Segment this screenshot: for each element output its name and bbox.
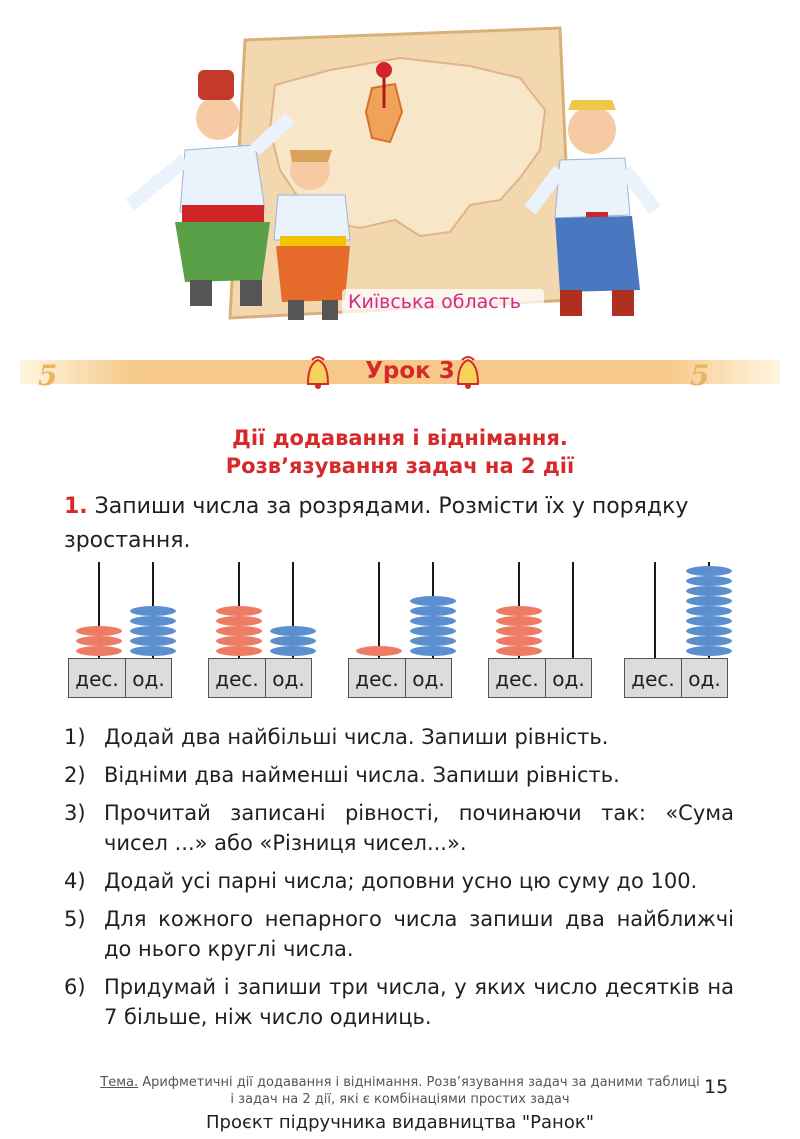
- step-item: [64, 972, 734, 1032]
- step-number: 2): [64, 763, 86, 787]
- ones-bead: [270, 646, 316, 656]
- tens-label: дес.: [68, 658, 126, 698]
- ones-label: од.: [545, 658, 592, 698]
- tens-label: дес.: [348, 658, 406, 698]
- task-text: Запиши числа за розрядами. Розмісти їх у порядку зростання.: [64, 494, 689, 553]
- ones-bead: [686, 626, 732, 636]
- ones-bead: [410, 636, 456, 646]
- task-steps: [64, 722, 734, 1040]
- tens-bead: [216, 646, 262, 656]
- ones-bead: [410, 606, 456, 616]
- ones-bead: [130, 646, 176, 656]
- task-1: [64, 490, 734, 558]
- ones-bead: [270, 636, 316, 646]
- decor-digits-left: 5: [38, 359, 58, 392]
- step-text: Додай усі парні числа; доповни усно цю суму до 100.: [104, 869, 698, 893]
- project-line: Проєкт підручника видавництва "Ранок": [205, 1112, 594, 1133]
- step-item: [64, 760, 734, 790]
- ones-bead: [686, 566, 732, 576]
- tens-label: дес.: [624, 658, 682, 698]
- ones-bead: [686, 586, 732, 596]
- abacus: [488, 562, 592, 702]
- heading-line-1: Дії додавання і віднімання.: [232, 426, 568, 450]
- step-item: [64, 722, 734, 752]
- step-number: 6): [64, 975, 86, 999]
- ones-bead: [686, 576, 732, 586]
- lesson-heading: [90, 424, 710, 480]
- ones-label: од.: [681, 658, 728, 698]
- ones-bead: [410, 616, 456, 626]
- ones-bead: [130, 606, 176, 616]
- header-illustration: [0, 0, 800, 340]
- decor-digits-right: 5: [690, 359, 710, 392]
- task-number: 1.: [64, 494, 88, 519]
- abacus: [348, 562, 452, 702]
- tens-bead: [76, 626, 122, 636]
- tens-bead: [496, 646, 542, 656]
- tens-bead: [76, 646, 122, 656]
- ones-bead: [270, 626, 316, 636]
- ones-bead: [686, 596, 732, 606]
- lesson-title: Урок 3: [365, 358, 455, 384]
- topic-text: Арифметичні дії додавання і віднімання. Розв’язування задач за даними таблиці і задач на 2 дії, які є комбінаціями простих задач: [142, 1075, 700, 1107]
- tens-bead: [496, 616, 542, 626]
- ones-bead: [686, 646, 732, 656]
- abacus: [208, 562, 312, 702]
- tens-bead: [216, 636, 262, 646]
- tens-bead: [356, 646, 402, 656]
- topic-label: Тема.: [100, 1075, 139, 1090]
- abacus: [624, 562, 728, 702]
- tens-bead: [76, 636, 122, 646]
- tens-rod: [378, 562, 380, 658]
- ones-bead: [130, 626, 176, 636]
- tens-bead: [216, 626, 262, 636]
- tens-rod: [654, 562, 656, 658]
- step-text: Для кожного непарного числа запиши два найближчі до нього круглі числа.: [104, 907, 734, 961]
- abacus-row: [64, 562, 744, 702]
- page-number: 15: [704, 1076, 729, 1098]
- step-item: [64, 798, 734, 858]
- ones-bead: [130, 616, 176, 626]
- step-text: Прочитай записані рівності, починаючи так: «Сума чисел ...» або «Різниця чисел...».: [104, 801, 734, 855]
- step-number: 5): [64, 907, 86, 931]
- tens-bead: [496, 626, 542, 636]
- step-number: 1): [64, 725, 86, 749]
- region-label: Київська область: [342, 289, 544, 315]
- ones-bead: [130, 636, 176, 646]
- step-item: [64, 904, 734, 964]
- tens-label: дес.: [488, 658, 546, 698]
- ones-label: од.: [265, 658, 312, 698]
- ones-bead: [686, 606, 732, 616]
- step-text: Відніми два найменші числа. Запиши рівність.: [104, 763, 620, 787]
- ones-rod: [572, 562, 574, 658]
- step-item: [64, 866, 734, 896]
- tens-bead: [496, 606, 542, 616]
- ones-bead: [686, 636, 732, 646]
- heading-line-2: Розв’язування задач на 2 дії: [225, 454, 575, 478]
- step-text: Придумай і запиши три числа, у яких число десятків на 7 більше, ніж число одиниць.: [104, 975, 734, 1029]
- ones-label: од.: [125, 658, 172, 698]
- step-text: Додай два найбільші числа. Запиши рівність.: [104, 725, 609, 749]
- ones-bead: [686, 616, 732, 626]
- tens-bead: [216, 606, 262, 616]
- step-number: 4): [64, 869, 86, 893]
- topic-note: [100, 1074, 700, 1108]
- abacus: [68, 562, 172, 702]
- ones-bead: [410, 646, 456, 656]
- tens-label: дес.: [208, 658, 266, 698]
- ones-bead: [410, 626, 456, 636]
- step-number: 3): [64, 801, 86, 825]
- tens-bead: [216, 616, 262, 626]
- ones-label: од.: [405, 658, 452, 698]
- ones-bead: [410, 596, 456, 606]
- tens-bead: [496, 636, 542, 646]
